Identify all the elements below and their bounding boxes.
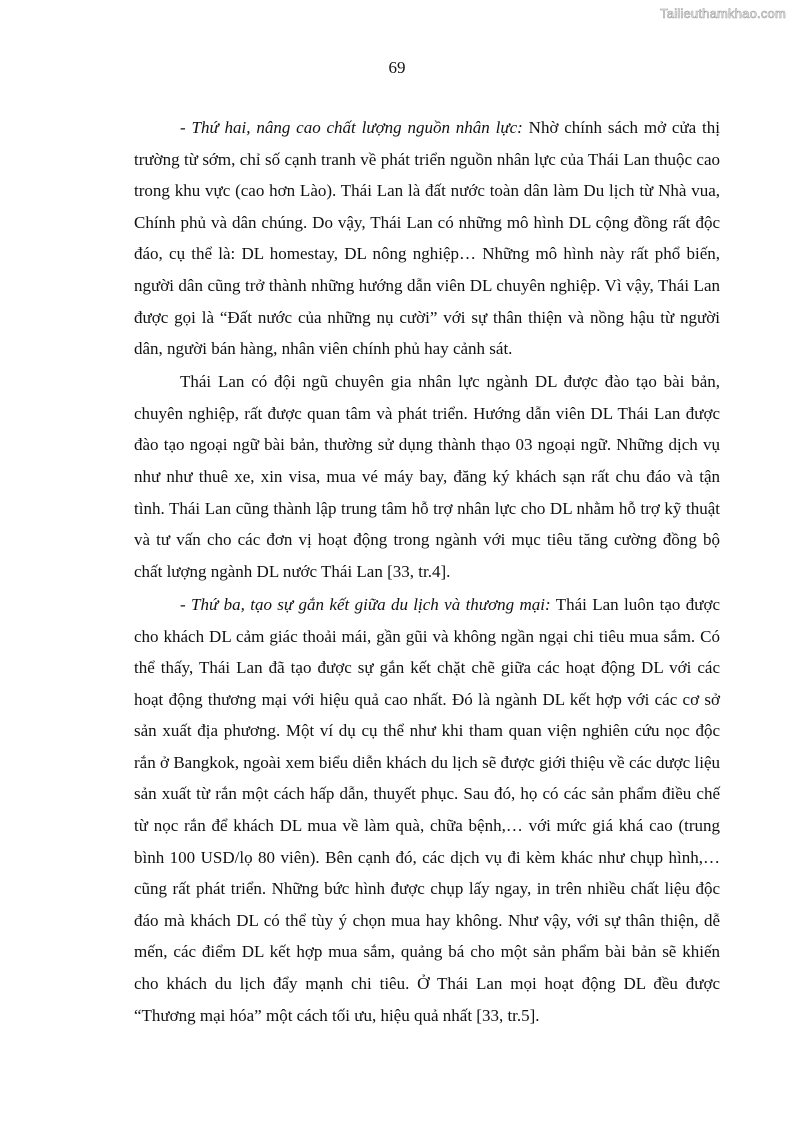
paragraph-third-point <box>134 589 720 1031</box>
list-dash: - <box>180 594 192 614</box>
paragraph-second-point <box>134 112 720 365</box>
paragraph-text: Thái Lan có đội ngũ chuyên gia nhân lực ngành DL được đào tạo bài bản, chuyên nghiệp, rất được quan tâm và phát triển. Hướng dẫn viên DL Thái Lan được đào tạo ngoại ngữ bài bản, thường sử dụng thành thạo 03 ngoại ngữ. Những dịch vụ như như thuê xe, xin visa, mua vé máy bay, đăng ký khách sạn rất chu đáo và tận tình. Thái Lan cũng thành lập trung tâm hỗ trợ nhân lực cho DL nhằm hỗ trợ kỹ thuật và tư vấn cho các đơn vị hoạt động trong ngành với mục tiêu tăng cường đồng bộ chất lượng ngành DL nước Thái Lan [33, tr.4]. <box>134 372 720 581</box>
paragraph-workforce <box>134 366 720 587</box>
watermark: Tailieuthamkhao.com <box>660 6 786 21</box>
paragraph-heading: Thứ hai, nâng cao chất lượng nguồn nhân lực: <box>191 118 523 137</box>
paragraph-heading: Thứ ba, tạo sự gắn kết giữa du lịch và thương mại: <box>191 594 551 614</box>
document-body <box>134 112 720 1033</box>
list-dash: - <box>180 118 192 137</box>
paragraph-text: Nhờ chính sách mở cửa thị trường từ sớm, chỉ số cạnh tranh về phát triển nguồn nhân lực của Thái Lan thuộc cao trong khu vực (cao hơn Lào). Thái Lan là đất nước toàn dân làm Du lịch từ Nhà vua, Chính phủ và dân chúng. Do vậy, Thái Lan có những mô hình DL cộng đồng rất độc đáo, cụ thể là: DL homestay, DL nông nghiệp… Những mô hình này rất phổ biến, người dân cũng trở thành những hướng dẫn viên DL chuyên nghiệp. Vì vậy, Thái Lan được gọi là “Đất nước của những nụ cười” với sự thân thiện và nồng hậu từ người dân, người bán hàng, nhân viên chính phủ hay cảnh sát. <box>134 118 720 359</box>
paragraph-text: Thái Lan luôn tạo được cho khách DL cảm giác thoải mái, gần gũi và không ngần ngại chi tiêu mua sắm. Có thể thấy, Thái Lan đã tạo được sự gắn kết chặt chẽ giữa các hoạt động DL với các hoạt động thương mại với hiệu quả cao nhất. Đó là ngành DL kết hợp với các cơ sở sản xuất địa phương. Một ví dụ cụ thể như khi tham quan viện nghiên cứu nọc độc rắn ở Bangkok, ngoài xem biểu diễn khách du lịch sẽ được giới thiệu về các dược liệu sản xuất từ rắn một cách hấp dẫn, thuyết phục. Sau đó, họ có các sản phẩm điều chế từ nọc rắn để khách DL mua về làm quà, chữa bệnh,… với mức giá khá cao (trung bình 100 USD/lọ 80 viên). Bên cạnh đó, các dịch vụ đi kèm khác như chụp hình,… cũng rất phát triển. Những bức hình được chụp lấy ngay, in trên nhiều chất liệu độc đáo mà khách DL có thể tùy ý chọn mua hay không. Như vậy, với sự thân thiện, dễ mến, các điểm DL kết hợp mua sắm, quảng bá cho một sản phẩm bài bản sẽ khiến cho khách du lịch đẩy mạnh chi tiêu. Ở Thái Lan mọi hoạt động DL đều được “Thương mại hóa” một cách tối ưu, hiệu quả nhất [33, tr.5]. <box>134 594 720 1025</box>
page-number: 69 <box>388 58 406 77</box>
